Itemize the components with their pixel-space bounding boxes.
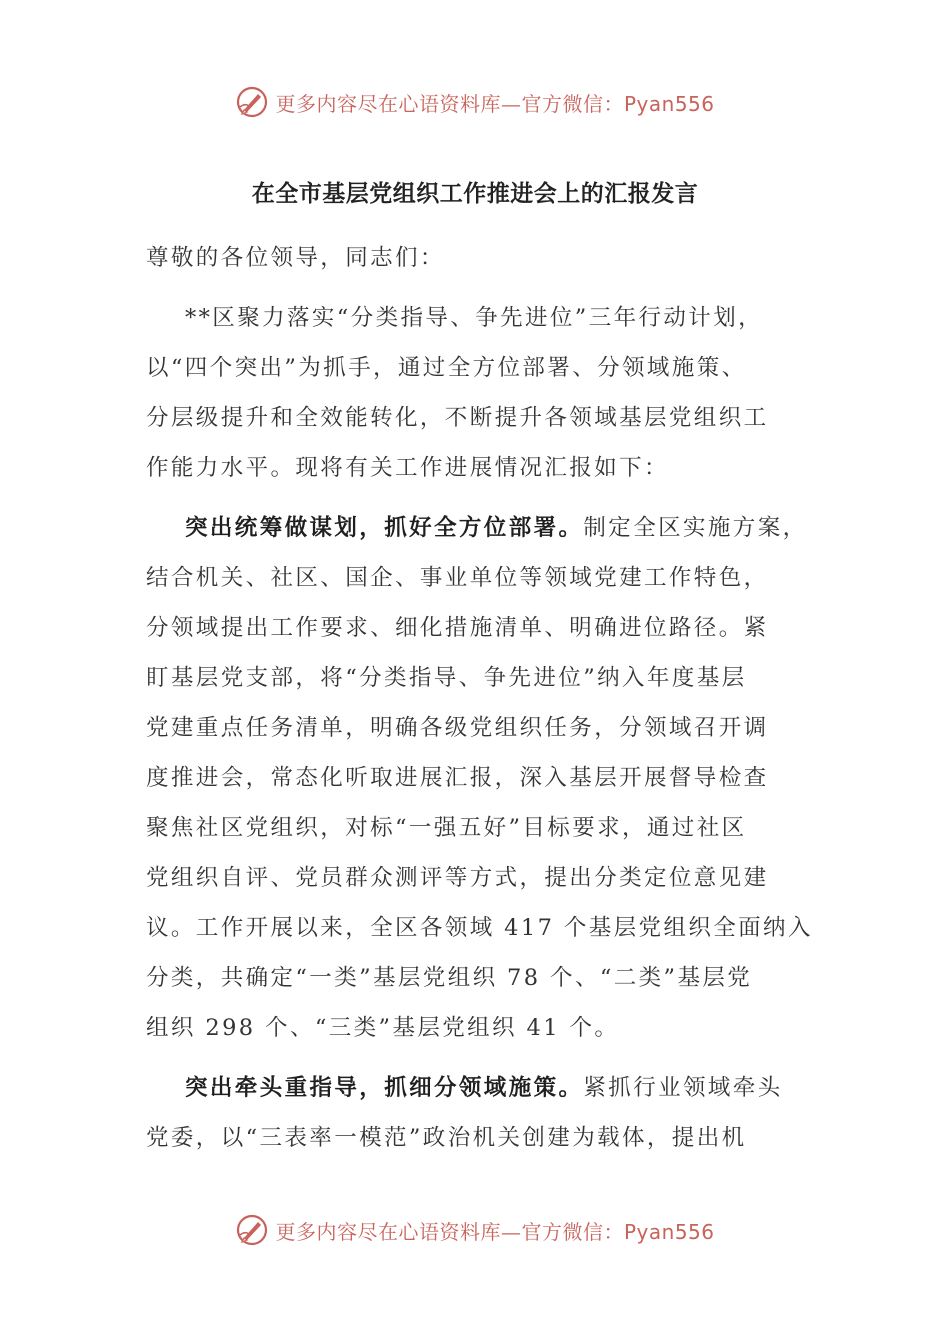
paragraph-line: 党建重点任务清单，明确各级党组织任务，分领域召开调 <box>146 715 769 741</box>
paragraph-line: 分领域提出工作要求、细化措施清单、明确进位路径。紧 <box>146 615 769 641</box>
watermark-banner-bottom <box>0 1210 950 1250</box>
section-heading: 突出牵头重指导，抓细分领域施策。 <box>185 1075 584 1101</box>
document-body <box>146 233 813 1163</box>
salutation-line: 尊敬的各位领导，同志们： <box>146 245 445 271</box>
pen-logo-icon <box>235 85 269 119</box>
watermark-wechat-id: Pyan556 <box>623 1219 715 1244</box>
paragraph-line: 突出牵头重指导，抓细分领域施策。紧抓行业领域牵头 <box>185 1075 783 1101</box>
paragraph-line: 盯基层党支部，将“分类指导、争先进位”纳入年度基层 <box>146 665 747 691</box>
paragraph-line: 聚焦社区党组织，对标“一强五好”目标要求，通过社区 <box>146 815 747 841</box>
paragraph-line: 党组织自评、党员群众测评等方式，提出分类定位意见建 <box>146 865 769 891</box>
paragraph-line: 分类，共确定“一类”基层党组织 78 个、“二类”基层党 <box>146 965 753 991</box>
paragraph-line: 组织 298 个、“三类”基层党组织 41 个。 <box>146 1015 620 1041</box>
pen-logo-icon <box>235 1213 269 1247</box>
paragraph-line: 度推进会，常态化听取进展汇报，深入基层开展督导检查 <box>146 765 769 791</box>
paragraph-line: 议。工作开展以来，全区各领域 417 个基层党组织全面纳入 <box>146 915 813 941</box>
paragraph-line: 分层级提升和全效能转化，不断提升各领域基层党组织工 <box>146 405 769 431</box>
paragraph-line: 结合机关、社区、国企、事业单位等领域党建工作特色， <box>146 565 769 591</box>
watermark-wechat-id: Pyan556 <box>623 91 715 116</box>
paragraph-line: 党委，以“三表率一模范”政治机关创建为载体，提出机 <box>146 1125 747 1151</box>
document-title: 在全市基层党组织工作推进会上的汇报发言 <box>251 180 699 207</box>
paragraph-line: **区聚力落实“分类指导、争先进位”三年行动计划， <box>185 305 764 331</box>
watermark-text: 更多内容尽在心语资料库—官方微信：Pyan556 <box>275 1219 715 1244</box>
watermark-banner-top <box>0 82 950 122</box>
paragraph-line: 作能力水平。现将有关工作进展情况汇报如下： <box>146 455 669 481</box>
section-heading: 突出统筹做谋划，抓好全方位部署。 <box>185 515 584 541</box>
paragraph-line: 突出统筹做谋划，抓好全方位部署。制定全区实施方案， <box>185 515 808 541</box>
watermark-text: 更多内容尽在心语资料库—官方微信：Pyan556 <box>275 91 715 116</box>
paragraph-line: 以“四个突出”为抓手，通过全方位部署、分领域施策、 <box>146 355 747 381</box>
